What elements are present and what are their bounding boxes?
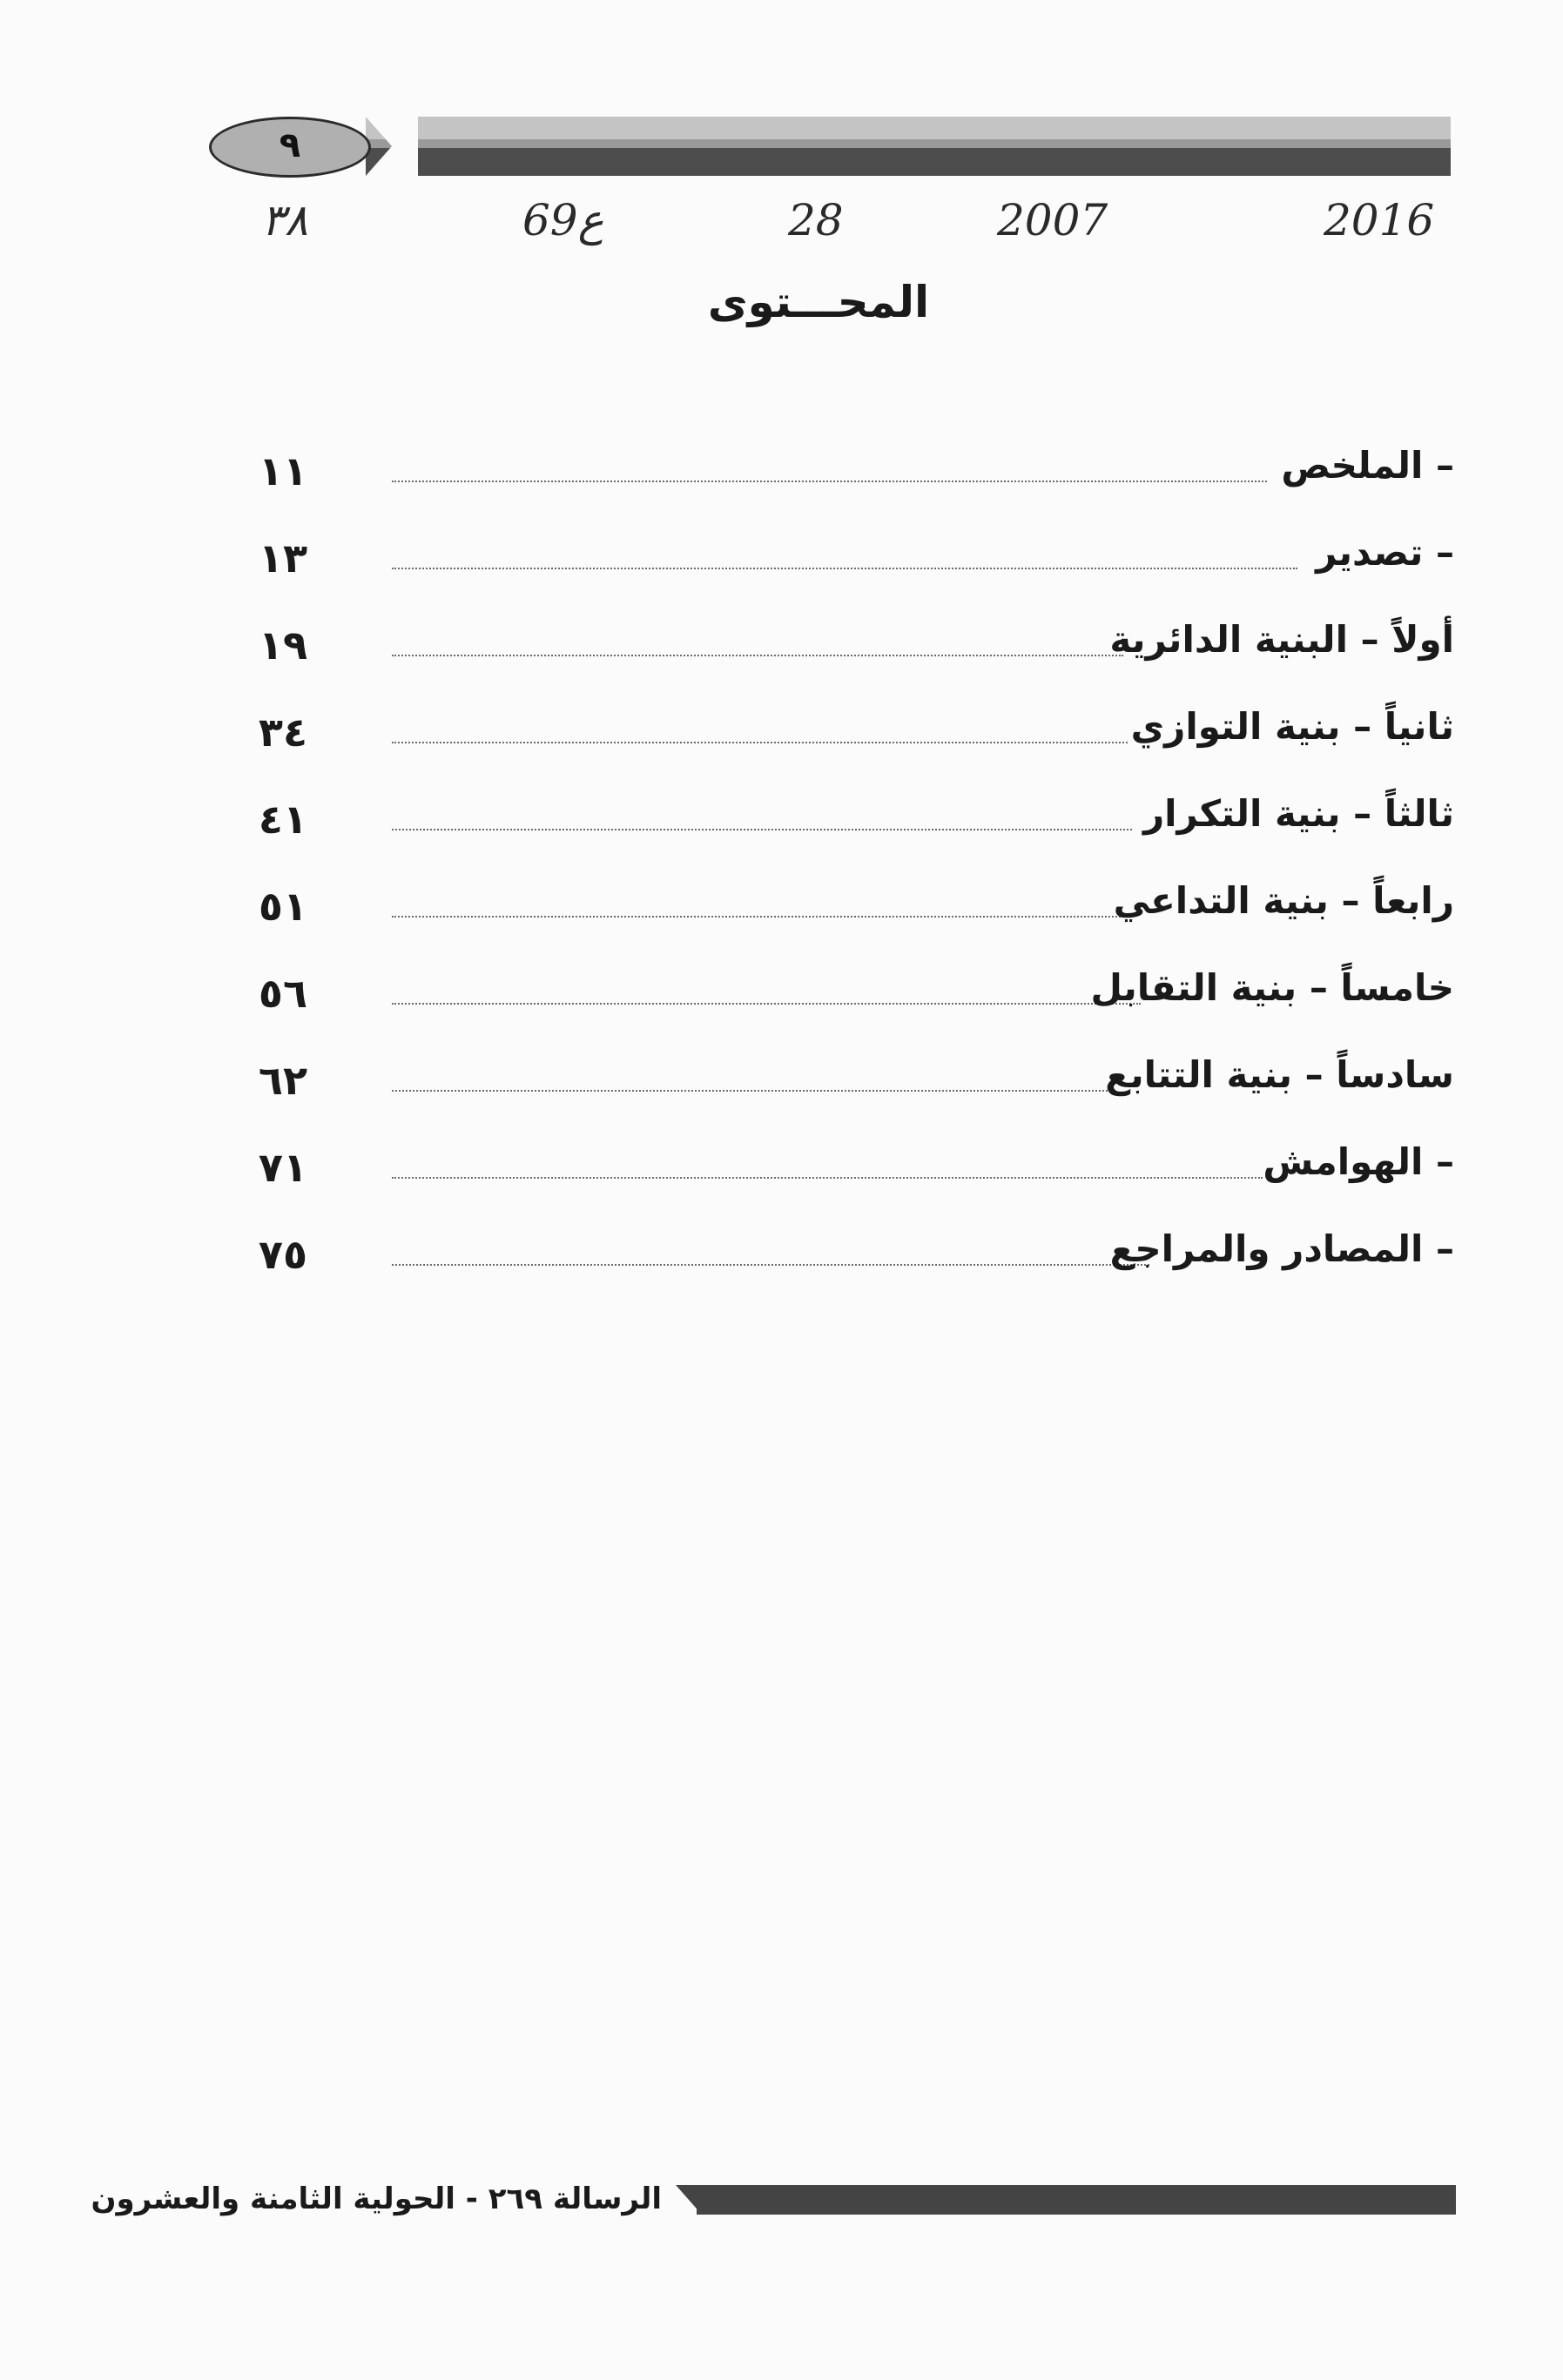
toc-entry	[235, 1139, 1454, 1226]
toc-leader-dots	[392, 568, 1297, 569]
footer-bar	[697, 2185, 1456, 2215]
toc-entry-label: سادساً – بنية التتابع	[1105, 1053, 1454, 1096]
toc-entry-label: رابعاً – بنية التداعي	[1113, 879, 1454, 922]
toc-page-number: ١٩	[258, 622, 308, 669]
toc-page-number: ٤١	[258, 796, 308, 843]
toc-leader-dots	[392, 1003, 1141, 1005]
toc-entry	[235, 442, 1454, 529]
toc-entry	[235, 616, 1454, 703]
toc-entry-label: خامساً – بنية التقابل	[1090, 966, 1454, 1009]
toc-page-number: ١١	[258, 447, 308, 494]
toc-entry-label: ثالثاً – بنية التكرار	[1142, 792, 1454, 835]
toc-entry-label: – الملخص	[1281, 444, 1454, 487]
header-bar-mid	[366, 139, 1451, 148]
toc-page-number: ٦٢	[258, 1057, 308, 1104]
header-arrow-shape	[366, 117, 418, 176]
toc-leader-dots	[392, 742, 1128, 743]
toc-leader-dots	[392, 829, 1132, 830]
handwritten-number-1: 28	[788, 195, 844, 245]
toc-leader-dots	[392, 481, 1267, 482]
handwritten-number-2: ٣٨	[261, 195, 308, 245]
toc-leader-dots	[392, 1090, 1115, 1092]
toc-entry	[235, 703, 1454, 790]
toc-page-number: ٧١	[258, 1144, 308, 1191]
toc-entry-label: – الهوامش	[1263, 1140, 1454, 1183]
toc-entry-label: ثانياً – بنية التوازي	[1130, 705, 1454, 748]
toc-entry	[235, 877, 1454, 965]
handwritten-year-2: 2007	[997, 195, 1108, 245]
toc-page-number: ١٣	[258, 534, 308, 582]
toc-entry-label: أولاً – البنية الدائرية	[1109, 618, 1454, 661]
handwritten-year-1: 2016	[1324, 195, 1435, 245]
handwritten-code: ع69	[522, 195, 604, 245]
toc-leader-dots	[392, 1264, 1149, 1266]
footer-text: الرسالة ٢٦٩ - الحولية الثامنة والعشرون	[91, 2182, 662, 2216]
toc-page-number: ٥٦	[258, 970, 308, 1017]
toc-leader-dots	[392, 1177, 1263, 1179]
toc-entry	[235, 965, 1454, 1052]
footer-arrow-shape	[676, 2185, 702, 2215]
toc-leader-dots	[392, 916, 1128, 918]
toc-entry	[235, 1226, 1454, 1313]
header-bar-light	[366, 117, 1451, 139]
toc-entry-label: – المصادر والمراجع	[1109, 1227, 1454, 1270]
toc-page-number: ٣٤	[258, 709, 308, 756]
page-title: المحـــتوى	[707, 277, 930, 327]
table-of-contents	[235, 442, 1454, 1313]
toc-entry	[235, 790, 1454, 877]
page-number: ٩	[279, 125, 301, 165]
toc-page-number: ٧٥	[258, 1231, 308, 1278]
toc-entry-label: – تصدير	[1316, 531, 1454, 574]
header-bar-dark	[366, 148, 1451, 176]
toc-leader-dots	[392, 655, 1123, 656]
toc-entry	[235, 529, 1454, 616]
toc-page-number: ٥١	[258, 883, 308, 930]
toc-entry	[235, 1052, 1454, 1139]
